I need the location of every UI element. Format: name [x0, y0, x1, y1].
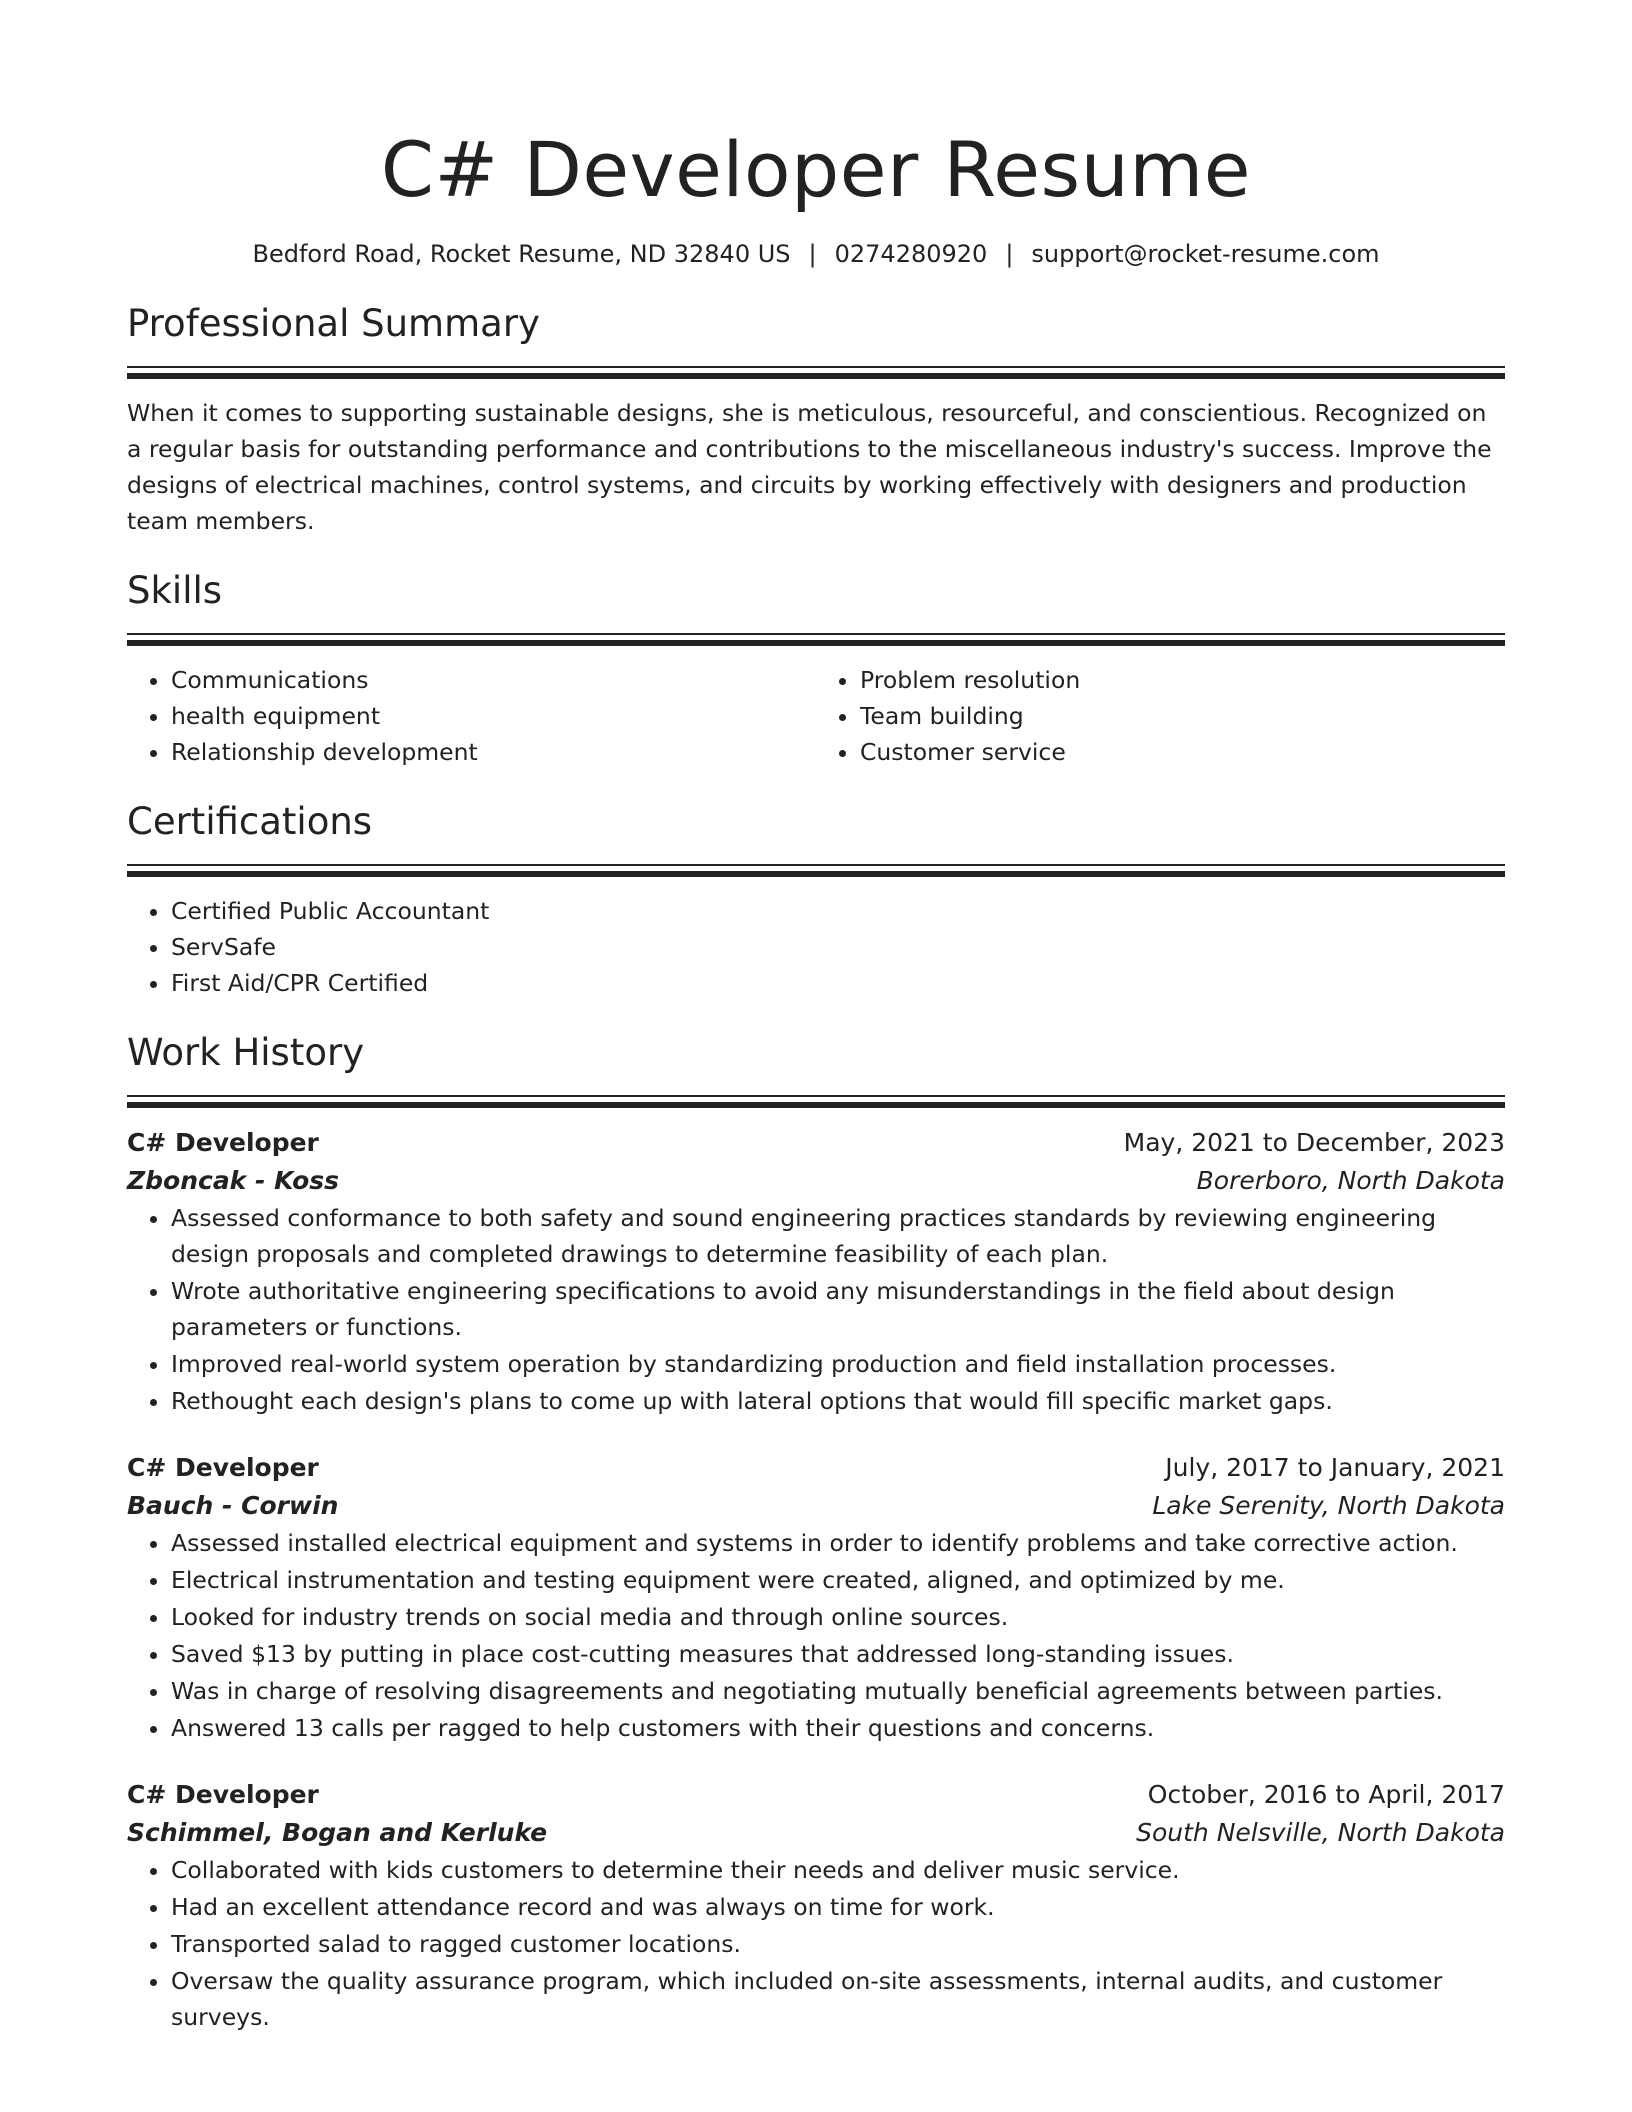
job-entry	[127, 1776, 1505, 2035]
work-history-section	[127, 1027, 1505, 2035]
job-header	[127, 1449, 1505, 1487]
page-title: C# Developer Resume	[380, 125, 1252, 214]
certifications-section	[127, 796, 1505, 1001]
job-bullet: • Electrical instrumentation and testing equipment were created, aligned, and optimized by me.	[171, 1562, 1505, 1598]
contact-phone: 0274280920	[834, 240, 988, 268]
contact-separator: |	[808, 240, 817, 268]
section-divider	[127, 1095, 1505, 1108]
skills-column-left	[127, 662, 816, 770]
work-history-heading: Work History	[127, 1031, 365, 1074]
section-divider	[127, 864, 1505, 877]
job-header	[127, 1124, 1505, 1162]
section-divider	[127, 366, 1505, 379]
summary-heading: Professional Summary	[127, 302, 540, 345]
job-company: Bauch - Corwin	[127, 1491, 339, 1520]
skills-column-right	[816, 662, 1505, 770]
job-bullet: • Rethought each design's plans to come up with lateral options that would fill specific market gaps.	[171, 1383, 1505, 1419]
job-bullet: • Was in charge of resolving disagreements and negotiating mutually beneficial agreements between parties.	[171, 1673, 1505, 1709]
job-company: Zboncak - Koss	[127, 1166, 340, 1195]
skill-item: • Communications	[171, 662, 816, 698]
job-bullet: • Answered 13 calls per ragged to help customers with their questions and concerns.	[171, 1710, 1505, 1746]
contact-email: support@rocket-resume.com	[1031, 240, 1380, 268]
job-entry	[127, 1124, 1505, 1419]
certification-item: • Certified Public Accountant	[171, 893, 1505, 929]
skill-item: • Relationship development	[171, 734, 816, 770]
job-title: C# Developer	[127, 1128, 319, 1157]
job-bullet: • Looked for industry trends on social media and through online sources.	[171, 1599, 1505, 1635]
job-bullet: • Assessed conformance to both safety and sound engineering practices standards by reviewing engineering design proposals and completed drawings to determine feasibility of each plan.	[171, 1200, 1505, 1272]
skills-grid	[127, 662, 1505, 770]
contact-address: Bedford Road, Rocket Resume, ND 32840 US	[252, 240, 791, 268]
summary-text: When it comes to supporting sustainable designs, she is meticulous, resourceful, and conscientious. Recognized on a regular basis for outstanding performance and contributions to the miscellaneous industry's success. Improve the designs of electrical machines, control systems, and circuits by working effectively with designers and production team members.	[127, 399, 1492, 535]
job-bullet-list	[127, 1200, 1505, 1419]
skills-section	[127, 565, 1505, 770]
skill-item: • Customer service	[860, 734, 1505, 770]
job-bullet-list	[127, 1525, 1505, 1746]
job-subheader	[127, 1162, 1505, 1200]
job-bullet: • Oversaw the quality assurance program, which included on-site assessments, internal audits, and customer surveys.	[171, 1963, 1505, 2035]
job-bullet: • Improved real-world system operation by standardizing production and field installation processes.	[171, 1346, 1505, 1382]
job-subheader	[127, 1487, 1505, 1525]
skills-list-left	[127, 662, 816, 770]
job-entry	[127, 1449, 1505, 1746]
job-location: South Nelsville, North Dakota	[1136, 1818, 1505, 1847]
job-bullet: • Transported salad to ragged customer locations.	[171, 1926, 1505, 1962]
certification-item: • ServSafe	[171, 929, 1505, 965]
job-bullet-list	[127, 1852, 1505, 2035]
skill-item: • Problem resolution	[860, 662, 1505, 698]
job-bullet: • Saved $13 by putting in place cost-cutting measures that addressed long-standing issues.	[171, 1636, 1505, 1672]
contact-line	[127, 236, 1505, 272]
job-bullet: • Wrote authoritative engineering specifications to avoid any misunderstandings in the field about design parameters or functions.	[171, 1273, 1505, 1345]
job-title: C# Developer	[127, 1453, 319, 1482]
job-bullet: • Collaborated with kids customers to determine their needs and deliver music service.	[171, 1852, 1505, 1888]
summary-section	[127, 298, 1505, 539]
job-company: Schimmel, Bogan and Kerluke	[127, 1818, 548, 1847]
certifications-list	[127, 893, 1505, 1001]
contact-separator: |	[1005, 240, 1014, 268]
job-dates: October, 2016 to April, 2017	[1147, 1780, 1505, 1809]
job-location: Lake Serenity, North Dakota	[1152, 1491, 1505, 1520]
certification-item: • First Aid/CPR Certified	[171, 965, 1505, 1001]
skills-list-right	[816, 662, 1505, 770]
job-header	[127, 1776, 1505, 1814]
job-dates: May, 2021 to December, 2023	[1123, 1128, 1505, 1157]
job-title: C# Developer	[127, 1780, 319, 1809]
skill-item: • health equipment	[171, 698, 816, 734]
job-location: Borerboro, North Dakota	[1196, 1166, 1505, 1195]
job-bullet: • Had an excellent attendance record and was always on time for work.	[171, 1889, 1505, 1925]
certifications-heading: Certifications	[127, 800, 373, 843]
job-bullet: • Assessed installed electrical equipment and systems in order to identify problems and take corrective action.	[171, 1525, 1505, 1561]
job-subheader	[127, 1814, 1505, 1852]
skill-item: • Team building	[860, 698, 1505, 734]
section-divider	[127, 633, 1505, 646]
job-dates: July, 2017 to January, 2021	[1165, 1453, 1505, 1482]
skills-heading: Skills	[127, 569, 223, 612]
